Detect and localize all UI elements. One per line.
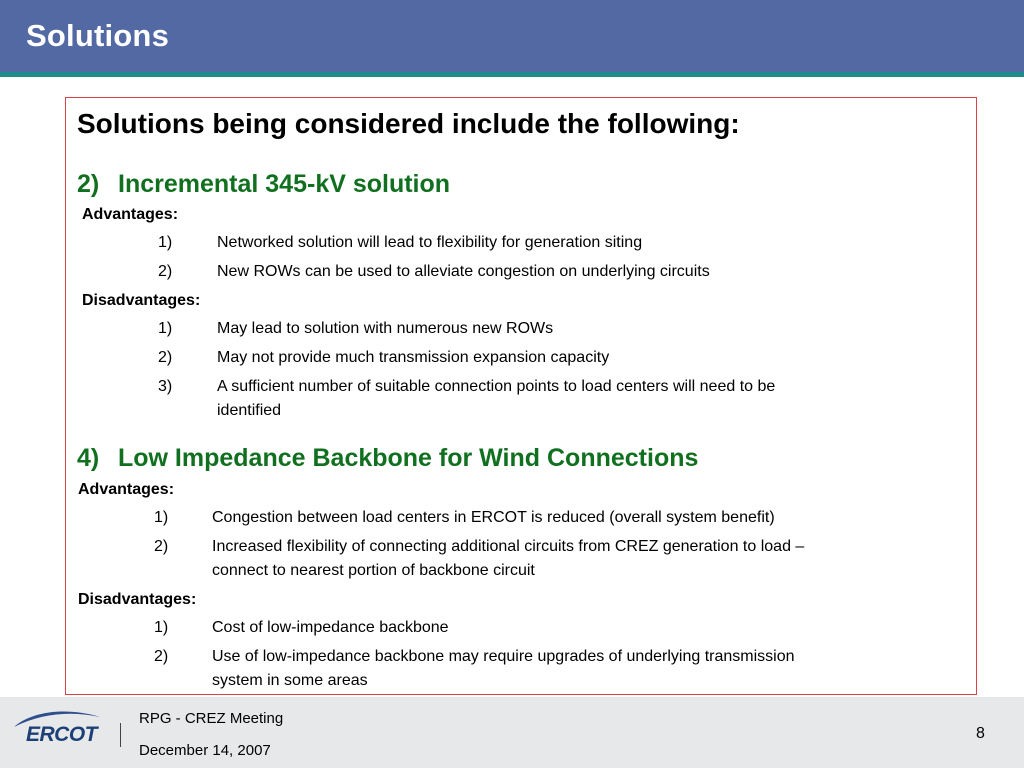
list-item-number: 2) (154, 538, 169, 555)
list-item: Use of low-impedance backbone may require upgrades of underlying transmission (212, 648, 795, 665)
content-heading: Solutions being considered include the following: (77, 108, 740, 139)
list-item-number: 1) (158, 234, 173, 251)
list-item-number: 3) (158, 378, 173, 395)
slide-title: Solutions (26, 18, 170, 53)
list-item: Cost of low-impedance backbone (212, 619, 449, 636)
footer-divider (120, 723, 121, 747)
list-item-continuation: system in some areas (212, 672, 368, 689)
solution-number: 4) (77, 444, 100, 472)
list-item-number: 1) (154, 619, 169, 636)
list-item-number: 1) (154, 509, 169, 526)
list-item: Congestion between load centers in ERCOT is reduced (overall system benefit) (212, 509, 775, 526)
ercot-logo: ERCOT (26, 723, 97, 746)
list-item-number: 2) (158, 263, 173, 280)
list-item-number: 1) (158, 320, 173, 337)
list-item: New ROWs can be used to alleviate congestion on underlying circuits (217, 263, 710, 280)
title-bar-stripe (0, 72, 1024, 77)
list-item-number: 2) (154, 648, 169, 665)
list-item-number: 2) (158, 349, 173, 366)
footer-meeting: RPG - CREZ Meeting (139, 710, 284, 727)
disadvantages-label: Disadvantages: (78, 591, 197, 608)
solution-number: 2) (77, 170, 100, 198)
list-item: Networked solution will lead to flexibility for generation siting (217, 234, 643, 251)
solution-title: Low Impedance Backbone for Wind Connections (118, 444, 699, 472)
list-item: May lead to solution with numerous new ROWs (217, 320, 554, 337)
list-item: Increased flexibility of connecting additional circuits from CREZ generation to load – (212, 538, 805, 555)
page-number: 8 (976, 725, 985, 742)
footer-date: December 14, 2007 (139, 742, 271, 759)
advantages-label: Advantages: (78, 481, 175, 498)
list-item: A sufficient number of suitable connection points to load centers will need to be (217, 378, 776, 395)
list-item-continuation: identified (217, 402, 282, 419)
list-item: May not provide much transmission expansion capacity (217, 349, 610, 366)
advantages-label: Advantages: (82, 206, 179, 223)
list-item-continuation: connect to nearest portion of backbone circuit (212, 562, 535, 579)
solution-title: Incremental 345-kV solution (118, 170, 451, 198)
disadvantages-label: Disadvantages: (82, 292, 201, 309)
